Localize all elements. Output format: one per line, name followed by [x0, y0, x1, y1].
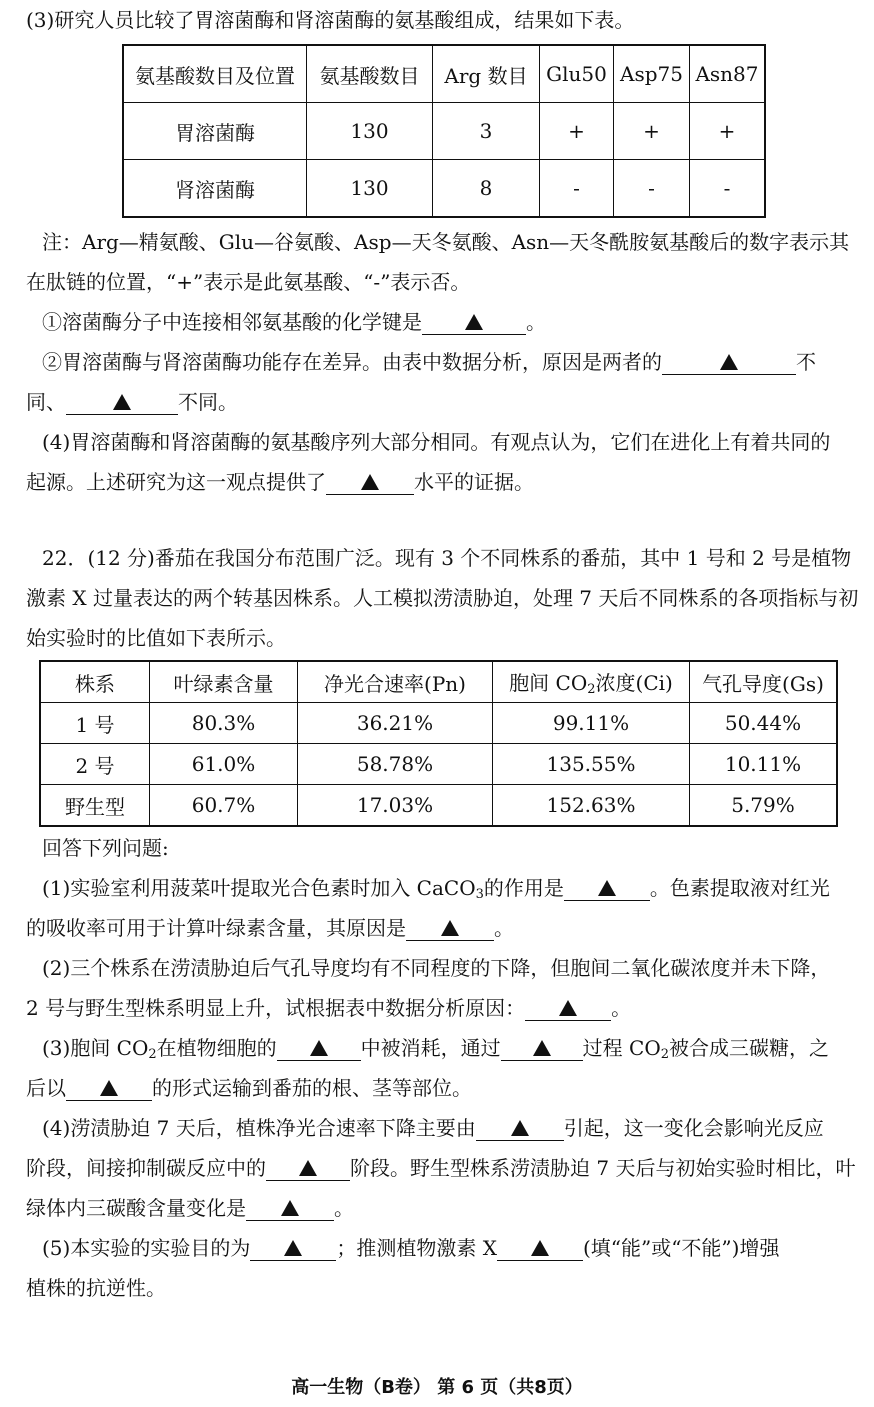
q22-part2-line1: (2)三个株系在涝渍胁迫后气孔导度均有不同程度的下降，但胞间二氧化碳浓度并未下降， [42, 956, 831, 980]
triangle-icon [113, 394, 131, 410]
answer-blank[interactable] [250, 1236, 336, 1261]
table-cell: 肾溶菌酶 [123, 160, 307, 218]
table-header: Asp75 [614, 45, 690, 103]
triangle-icon [559, 1000, 577, 1016]
table-header: 胞间 $CO_2$浓度(Ci) [493, 661, 690, 703]
answer-blank[interactable] [266, 1156, 350, 1181]
answer-blank[interactable] [246, 1196, 334, 1221]
table-cell: 130 [307, 160, 433, 218]
table-header-row [123, 45, 765, 103]
table-note-line1: 注：Arg—精氨酸、Glu—谷氨酸、Asp—天冬氨酸、Asn—天冬酰胺氨基酸后的数字表示其 [42, 230, 850, 254]
table-cell: 8 [433, 160, 540, 218]
table-header: Arg 数目 [433, 45, 540, 103]
table-cell: + [690, 103, 766, 160]
triangle-icon [281, 1200, 299, 1216]
table-cell: 5.79% [690, 785, 838, 827]
table-cell: 野生型 [40, 785, 150, 827]
answer-blank[interactable] [277, 1036, 361, 1061]
table-cell: 50.44% [690, 703, 838, 744]
triangle-icon [100, 1080, 118, 1096]
triangle-icon [511, 1120, 529, 1136]
answer-blank[interactable] [525, 996, 611, 1021]
triangle-icon [284, 1240, 302, 1256]
table-row [40, 703, 837, 744]
table-row [123, 160, 765, 218]
table-note-line2: 在肽链的位置，“+”表示是此氨基酸、“-”表示否。 [26, 270, 471, 294]
table-cell: 胃溶菌酶 [123, 103, 307, 160]
triangle-icon [720, 354, 738, 370]
table-cell: 60.7% [150, 785, 298, 827]
table-row [40, 744, 837, 785]
table-cell: 17.03% [298, 785, 493, 827]
triangle-icon [533, 1040, 551, 1056]
table-cell: 135.55% [493, 744, 690, 785]
q21-sub2-line2: 同、 不同。 [26, 390, 238, 414]
q21-part3-intro: (3)研究人员比较了胃溶菌酶和肾溶菌酶的氨基酸组成，结果如下表。 [26, 8, 635, 32]
table-cell: 2 号 [40, 744, 150, 785]
triangle-icon [465, 314, 483, 330]
triangle-icon [310, 1040, 328, 1056]
q22-intro-line1: 22．(12 分)番茄在我国分布范围广泛。现有 3 个不同株系的番茄，其中 1 号和 2 号是植物 [42, 546, 852, 570]
q22-part5-line2: 植株的抗逆性。 [26, 1276, 166, 1300]
answer-blank[interactable] [501, 1036, 583, 1061]
table-cell: 80.3% [150, 703, 298, 744]
table-cell: 36.21% [298, 703, 493, 744]
q22-part1-line2: 的吸收率可用于计算叶绿素含量，其原因是 。 [26, 916, 514, 940]
q22-part2-line2: 2 号与野生型株系明显上升，试根据表中数据分析原因： 。 [26, 996, 632, 1020]
table-header: 叶绿素含量 [150, 661, 298, 703]
table-cell: 10.11% [690, 744, 838, 785]
table-cell: - [540, 160, 614, 218]
triangle-icon [598, 880, 616, 896]
q21-sub1: ①溶菌酶分子中连接相邻氨基酸的化学键是 。 [42, 310, 546, 334]
triangle-icon [361, 474, 379, 490]
answer-blank[interactable] [476, 1116, 564, 1141]
table-cell: + [614, 103, 690, 160]
q22-part3-line2: 后以 的形式运输到番茄的根、茎等部位。 [26, 1076, 472, 1100]
table-header-row [40, 661, 837, 703]
q21-part4-line1: (4)胃溶菌酶和肾溶菌酶的氨基酸序列大部分相同。有观点认为，它们在进化上有着共同的 [42, 430, 831, 454]
answer-blank[interactable] [406, 916, 494, 941]
table-cell: 61.0% [150, 744, 298, 785]
answer-blank[interactable] [497, 1236, 583, 1261]
table-cell: 3 [433, 103, 540, 160]
answer-blank[interactable] [564, 876, 650, 901]
table-header: Asn87 [690, 45, 766, 103]
table-cell: 152.63% [493, 785, 690, 827]
answer-blank[interactable] [326, 470, 414, 495]
page-footer: 高一生物（B卷） 第 6 页（共8页） [291, 1377, 583, 1398]
table-cell: 1 号 [40, 703, 150, 744]
table-cell: 58.78% [298, 744, 493, 785]
triangle-icon [441, 920, 459, 936]
answer-blank[interactable] [422, 310, 526, 335]
answer-prompt: 回答下列问题: [42, 836, 169, 860]
q21-part4-line2: 起源。上述研究为这一观点提供了 水平的证据。 [26, 470, 534, 494]
table-cell: + [540, 103, 614, 160]
table-row [123, 103, 765, 160]
table-cell: - [690, 160, 766, 218]
q22-part1-line1: (1)实验室利用菠菜叶提取光合色素时加入 CaCO$_3$的作用是 。色素提取液对红光 [42, 876, 830, 902]
table-header: 氨基酸数目及位置 [123, 45, 307, 103]
q22-intro-line3: 始实验时的比值如下表所示。 [26, 626, 286, 650]
q21-sub2-line1: ②胃溶菌酶与肾溶菌酶功能存在差异。由表中数据分析，原因是两者的 不 [42, 350, 816, 374]
table-cell: 99.11% [493, 703, 690, 744]
table-header: 氨基酸数目 [307, 45, 433, 103]
table-header: Glu50 [540, 45, 614, 103]
q22-part4-line2: 阶段，间接抑制碳反应中的 阶段。野生型株系涝渍胁迫 7 天后与初始实验时相比，叶 [26, 1156, 856, 1180]
q22-intro-line2: 激素 X 过量表达的两个转基因株系。人工模拟涝渍胁迫，处理 7 天后不同株系的各项指标与初 [26, 586, 859, 610]
tomato-table [39, 660, 838, 827]
table-header: 净光合速率(Pn) [298, 661, 493, 703]
table-cell: - [614, 160, 690, 218]
triangle-icon [531, 1240, 549, 1256]
table-row [40, 785, 837, 827]
table-header: 气孔导度(Gs) [690, 661, 838, 703]
lysozyme-table [122, 44, 766, 218]
q22-part3-line1: (3)胞间 $CO_2$在植物细胞的 中被消耗，通过 过程 $CO_2$被合成三碳糖，之 [42, 1036, 830, 1062]
q22-part4-line3: 绿体内三碳酸含量变化是 。 [26, 1196, 354, 1220]
q22-part5-line1: (5)本实验的实验目的为 ；推测植物激素 X (填“能”或“不能”)增强 [42, 1236, 780, 1260]
q22-part4-line1: (4)涝渍胁迫 7 天后，植株净光合速率下降主要由 引起，这一变化会影响光反应 [42, 1116, 824, 1140]
answer-blank[interactable] [66, 1076, 152, 1101]
table-cell: 130 [307, 103, 433, 160]
triangle-icon [299, 1160, 317, 1176]
table-header: 株系 [40, 661, 150, 703]
answer-blank[interactable] [662, 350, 796, 375]
answer-blank[interactable] [66, 390, 178, 415]
